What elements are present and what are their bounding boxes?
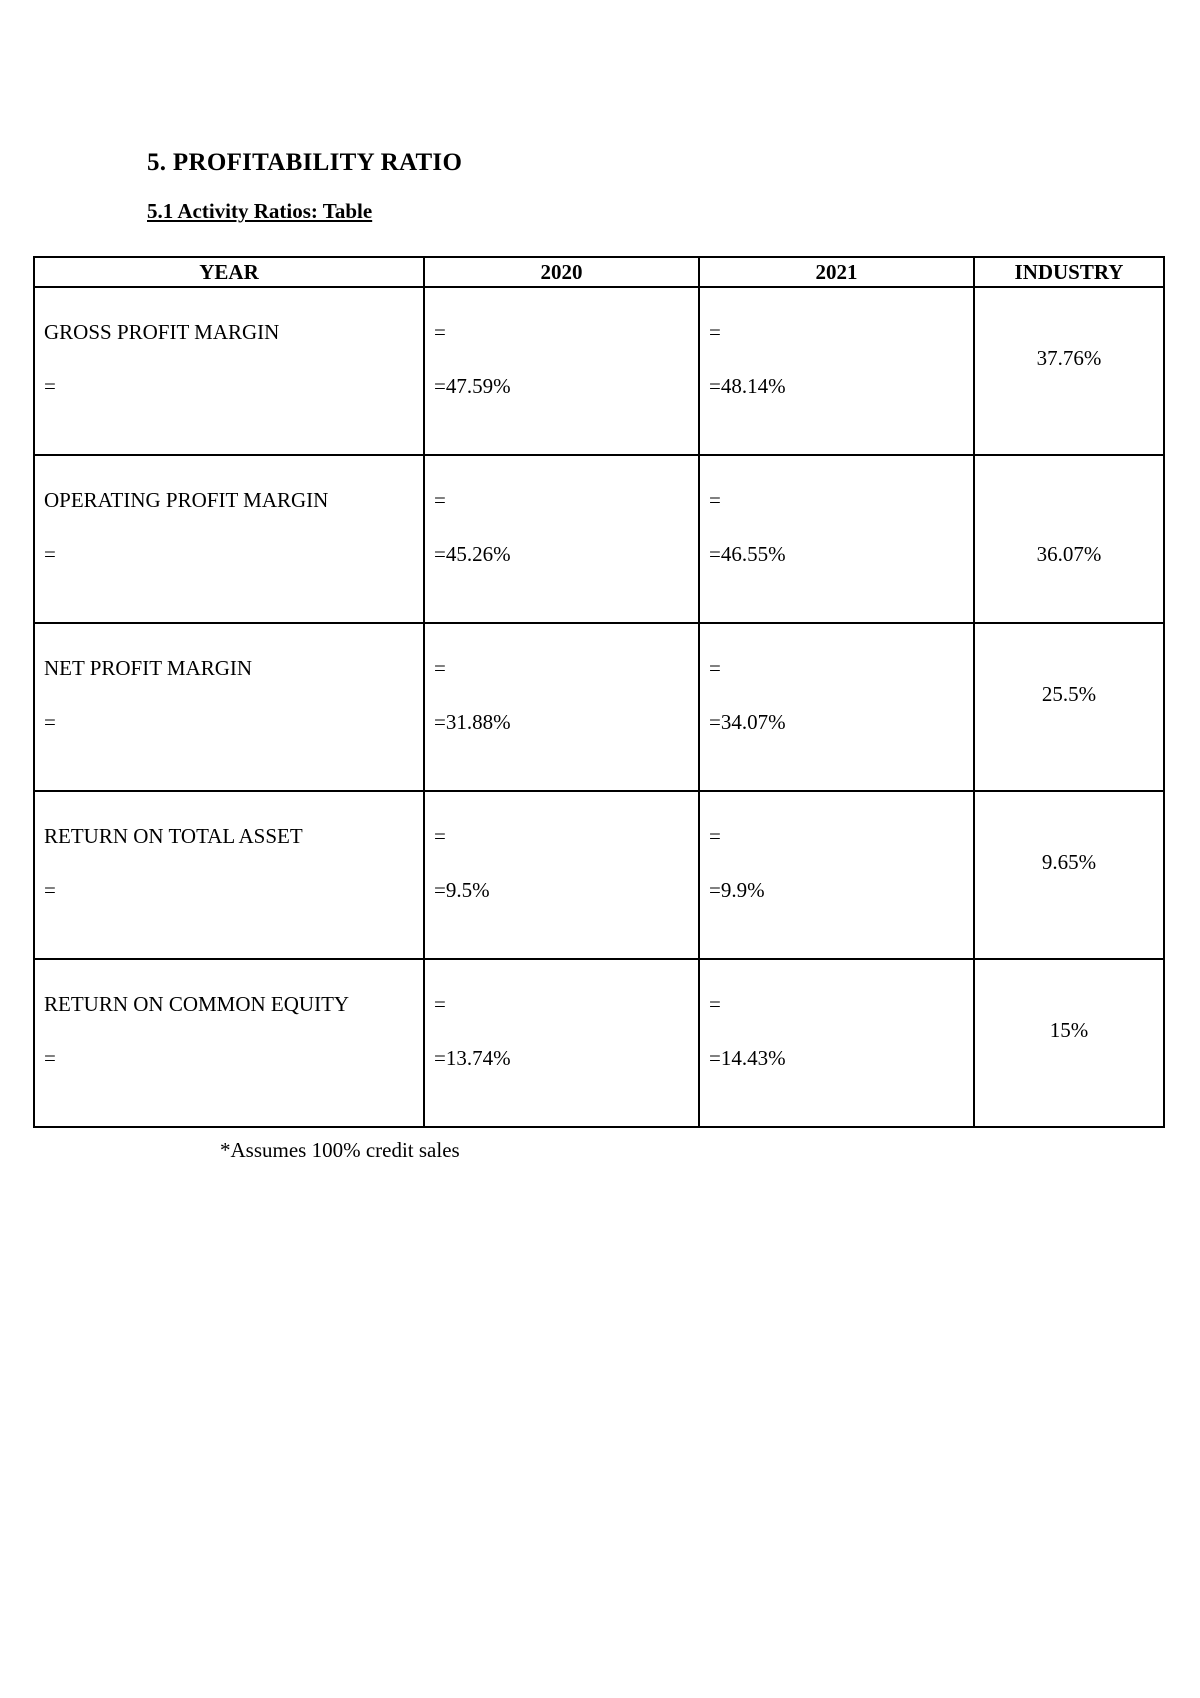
row-label: GROSS PROFIT MARGIN: [44, 320, 280, 344]
row-label-formula: =: [44, 878, 56, 902]
formula-2021: =: [709, 488, 721, 512]
value-2020-cell: [424, 623, 699, 791]
table-row: [34, 455, 1164, 623]
row-label-cell: [34, 287, 424, 455]
formula-2021: =: [709, 992, 721, 1016]
formula-2021: =: [709, 656, 721, 680]
footnote: *Assumes 100% credit sales: [220, 1138, 460, 1162]
table-row: [34, 791, 1164, 959]
table-row: [34, 959, 1164, 1127]
value-2020: =45.26%: [434, 542, 511, 566]
section-subheading: 5.1 Activity Ratios: Table: [147, 199, 373, 223]
industry-cell: [974, 959, 1164, 1127]
row-label-formula: =: [44, 1046, 56, 1070]
row-label-cell: [34, 791, 424, 959]
industry-value: 15%: [1049, 1018, 1089, 1042]
row-label: RETURN ON COMMON EQUITY: [44, 992, 350, 1016]
row-label: RETURN ON TOTAL ASSET: [44, 824, 303, 848]
value-2020: =9.5%: [434, 878, 490, 902]
value-2021: =46.55%: [709, 542, 786, 566]
value-2021-cell: [699, 287, 974, 455]
table-header-row: [34, 257, 1164, 287]
value-2021-cell: [699, 791, 974, 959]
row-label-formula: =: [44, 374, 56, 398]
industry-cell: [974, 287, 1164, 455]
value-2021: =34.07%: [709, 710, 786, 734]
industry-cell: [974, 791, 1164, 959]
formula-2020: =: [434, 488, 446, 512]
header-industry: INDUSTRY: [974, 257, 1164, 287]
formula-2021: =: [709, 824, 721, 848]
industry-value: 36.07%: [1036, 542, 1102, 566]
value-2020: =47.59%: [434, 374, 511, 398]
header-year: YEAR: [34, 257, 424, 287]
value-2021: =48.14%: [709, 374, 786, 398]
header-2021: 2021: [699, 257, 974, 287]
formula-2020: =: [434, 656, 446, 680]
row-label: OPERATING PROFIT MARGIN: [44, 488, 329, 512]
value-2021-cell: [699, 455, 974, 623]
table-row: [34, 623, 1164, 791]
formula-2021: =: [709, 320, 721, 344]
value-2021-cell: [699, 959, 974, 1127]
value-2021-cell: [699, 623, 974, 791]
industry-value: 9.65%: [1041, 850, 1097, 874]
table-row: [34, 287, 1164, 455]
row-label-cell: [34, 455, 424, 623]
value-2020-cell: [424, 287, 699, 455]
industry-value: 25.5%: [1041, 682, 1097, 706]
value-2020-cell: [424, 959, 699, 1127]
value-2020: =13.74%: [434, 1046, 511, 1070]
row-label-cell: [34, 959, 424, 1127]
row-label-cell: [34, 623, 424, 791]
row-label: NET PROFIT MARGIN: [44, 656, 253, 680]
formula-2020: =: [434, 320, 446, 344]
profitability-ratio-table: [33, 256, 1165, 1128]
section-heading: 5. PROFITABILITY RATIO: [147, 149, 463, 176]
value-2020-cell: [424, 455, 699, 623]
row-label-formula: =: [44, 542, 56, 566]
value-2021: =9.9%: [709, 878, 765, 902]
industry-value: 37.76%: [1036, 346, 1102, 370]
industry-cell: [974, 623, 1164, 791]
value-2020-cell: [424, 791, 699, 959]
formula-2020: =: [434, 992, 446, 1016]
header-2020: 2020: [424, 257, 699, 287]
value-2021: =14.43%: [709, 1046, 786, 1070]
value-2020: =31.88%: [434, 710, 511, 734]
formula-2020: =: [434, 824, 446, 848]
row-label-formula: =: [44, 710, 56, 734]
industry-cell: [974, 455, 1164, 623]
